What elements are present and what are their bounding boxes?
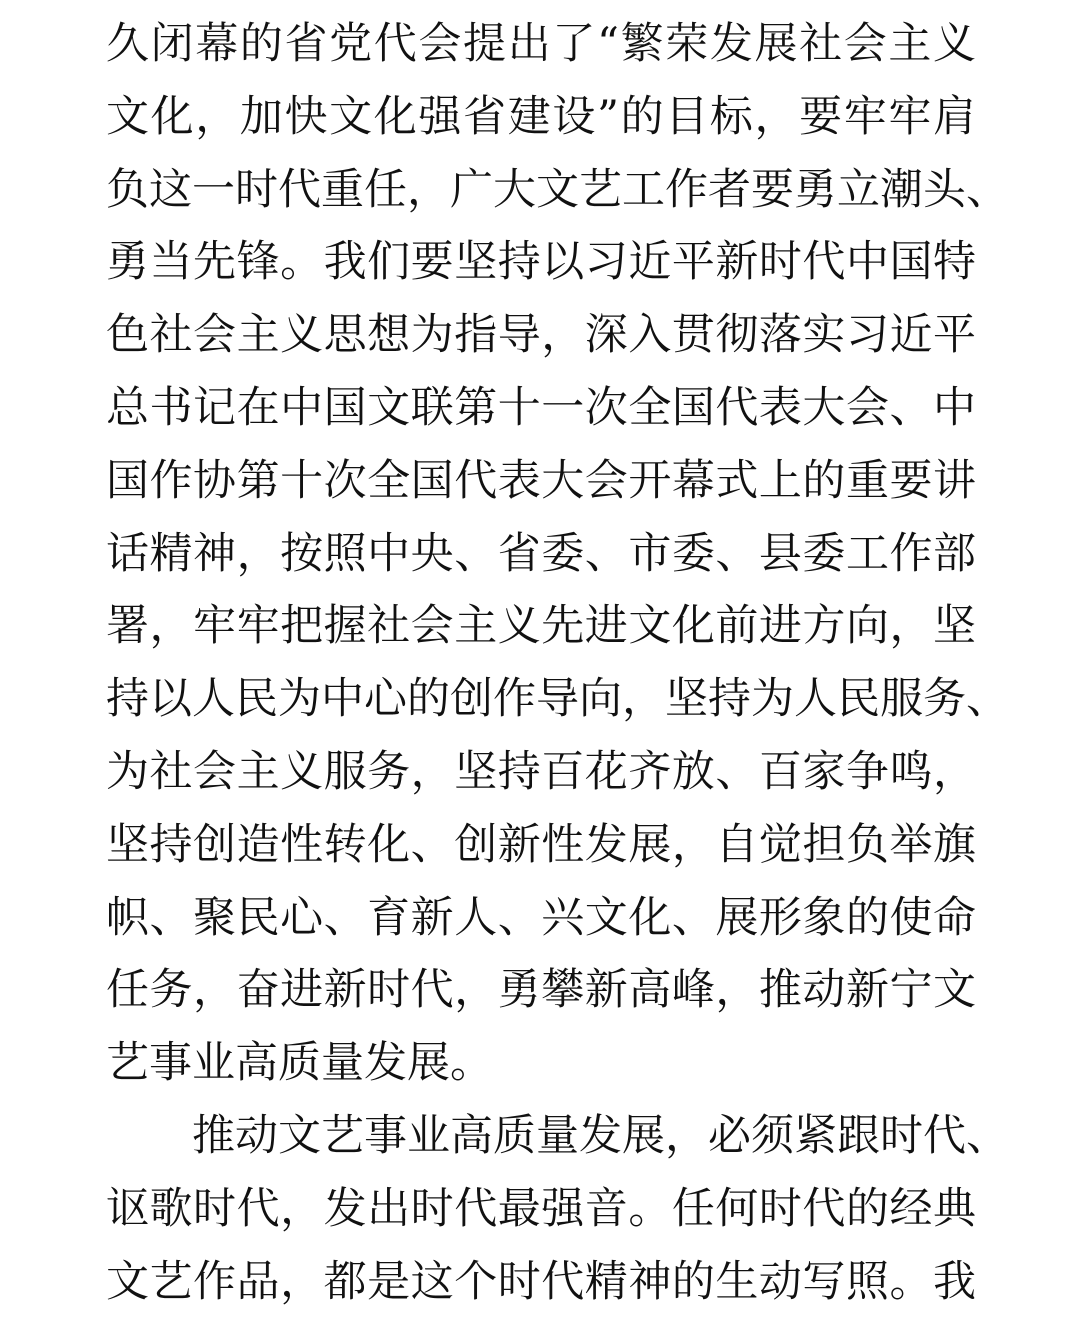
text-line: 总书记在中国文联第十一次全国代表大会、中 [106, 382, 976, 433]
text-line: 任务，奋进新时代，勇攀新高峰，推动新宁文 [106, 965, 976, 1016]
paragraph-2 [106, 1100, 1009, 1318]
text-line: 推动文艺事业高质量发展，必须紧跟时代、 [192, 1110, 1009, 1161]
text-line: 话精神，按照中央、省委、市委、县委工作部 [106, 528, 976, 579]
article-body [106, 8, 1009, 1318]
text-line: 持以人民为中心的创作导向，坚持为人民服务、 [106, 674, 1009, 725]
text-line: 文化，加快文化强省建设”的目标，要牢牢肩 [106, 91, 976, 142]
text-line: 勇当先锋。我们要坚持以习近平新时代中国特 [106, 237, 976, 288]
paragraph-1 [106, 8, 1009, 1100]
text-line: 艺事业高质量发展。 [106, 1038, 493, 1089]
text-line: 色社会主义思想为指导，深入贯彻落实习近平 [106, 310, 976, 361]
text-line: 国作协第十次全国代表大会开幕式上的重要讲 [106, 455, 976, 506]
text-line: 讴歌时代，发出时代最强音。任何时代的经典 [106, 1183, 976, 1234]
text-line: 坚持创造性转化、创新性发展，自觉担负举旗 [106, 819, 976, 870]
text-line: 为社会主义服务，坚持百花齐放、百家争鸣， [106, 746, 976, 797]
text-line: 帜、聚民心、育新人、兴文化、展形象的使命 [106, 892, 976, 943]
text-line: 久闭幕的省党代会提出了“繁荣发展社会主义 [106, 19, 976, 69]
text-line: 负这一时代重任，广大文艺工作者要勇立潮头、 [106, 164, 1009, 215]
text-line: 文艺作品，都是这个时代精神的生动写照。我 [106, 1256, 976, 1307]
text-line: 署，牢牢把握社会主义先进文化前进方向，坚 [106, 601, 976, 652]
